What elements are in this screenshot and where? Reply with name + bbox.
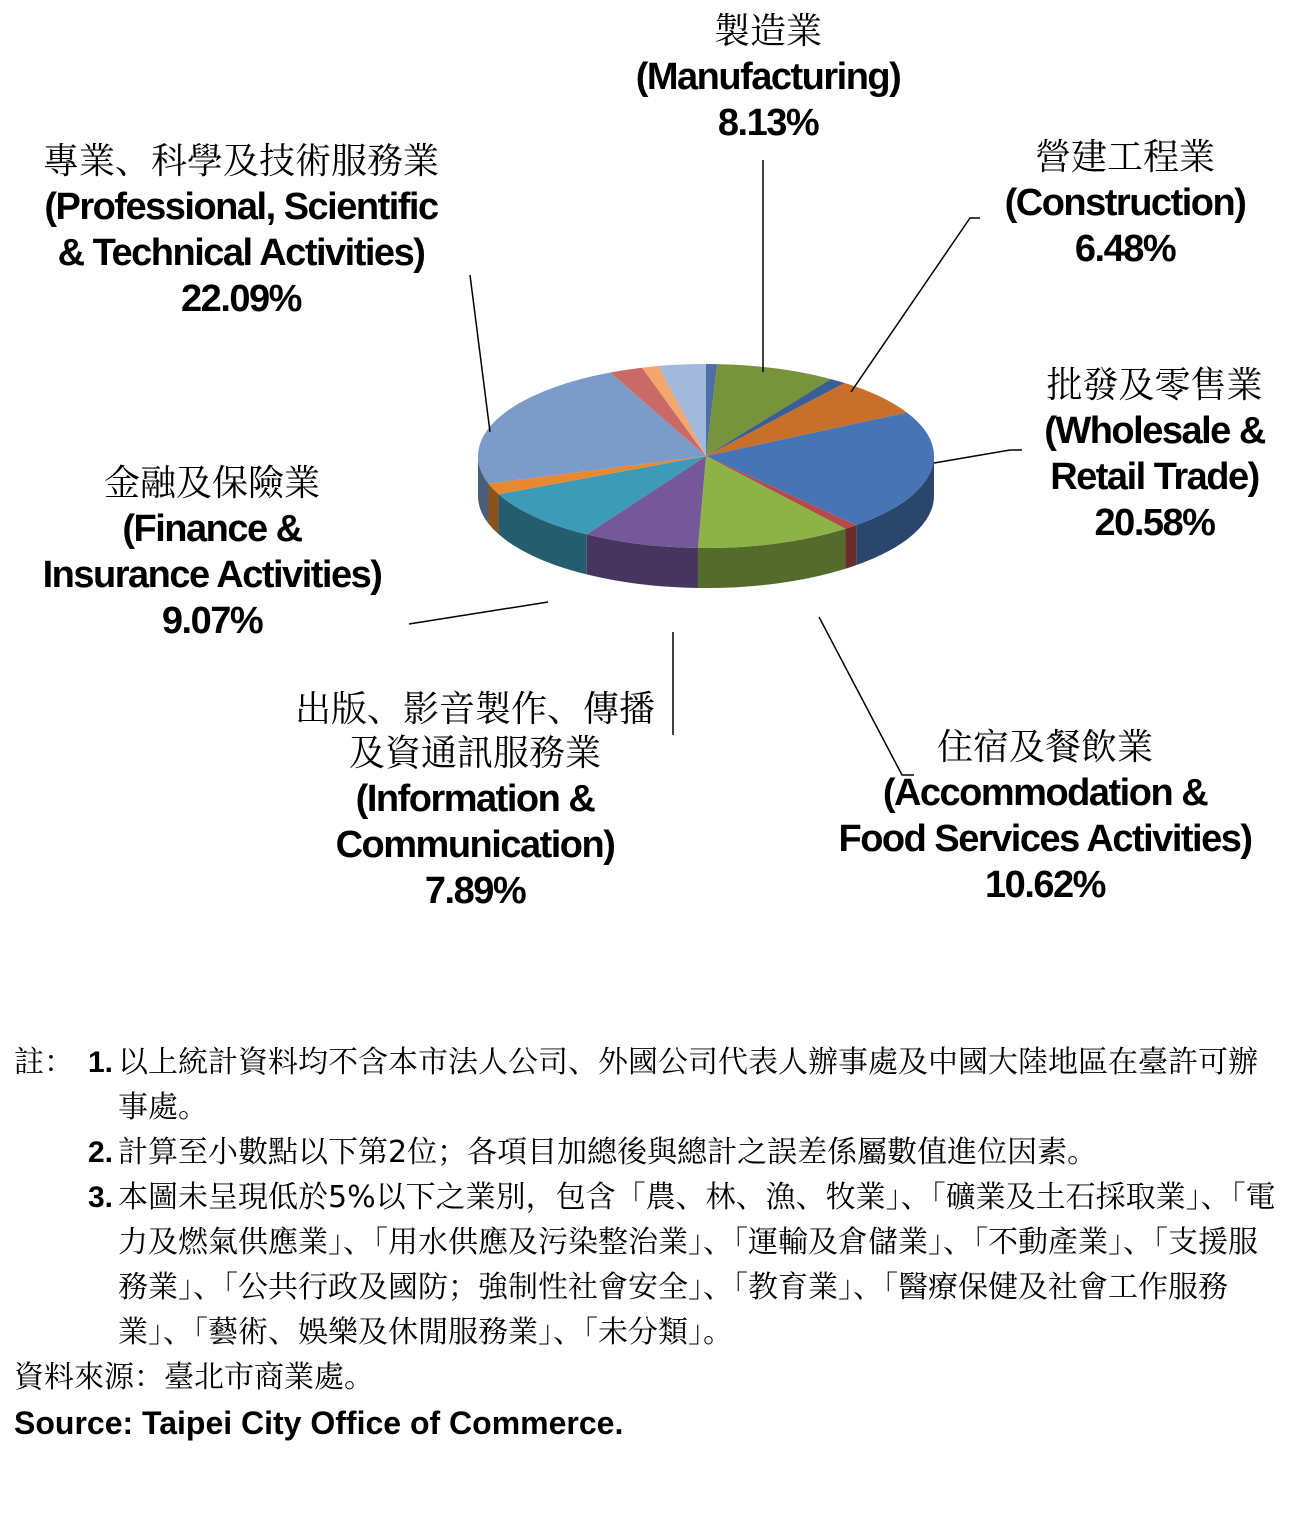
- pie-top: [478, 364, 934, 548]
- label-manufacturing: [598, 10, 938, 146]
- label-accommodation-en-2: Food Services Activities): [838, 818, 1252, 860]
- label-information-en-2: Communication): [335, 824, 615, 866]
- label-professional-en-1: (Professional, Scientific: [44, 186, 438, 228]
- footnote-1-number: 1.: [88, 1046, 114, 1079]
- label-professional-en-2: & Technical Activities): [57, 232, 425, 274]
- label-finance-zh: 金融及保險業: [103, 463, 320, 504]
- label-information-zh-2: 及資通訊服務業: [348, 733, 601, 774]
- label-professional-pct: 22.09%: [181, 278, 301, 320]
- label-professional-zh: 專業、科學及技術服務業: [42, 141, 439, 182]
- label-information: [250, 688, 700, 914]
- label-construction-pct: 6.48%: [1074, 228, 1176, 270]
- label-construction-zh: 營建工程業: [1034, 137, 1215, 178]
- label-construction: [970, 136, 1280, 272]
- label-professional: [0, 140, 482, 322]
- leader-line-construction: [851, 218, 980, 392]
- footnote-3: [14, 1175, 1284, 1355]
- label-information-zh-1: 出版、影音製作、傳播: [294, 689, 655, 730]
- footnotes: [14, 1040, 1284, 1446]
- footnote-1: [14, 1040, 1284, 1130]
- label-wholesale-en-1: (Wholesale &: [1044, 410, 1265, 452]
- source-en: Source: Taipei City Office of Commerce.: [14, 1405, 624, 1441]
- label-accommodation-pct: 10.62%: [985, 864, 1105, 906]
- label-information-pct: 7.89%: [424, 870, 526, 912]
- source-zh: 資料來源：臺北市商業處。: [14, 1360, 374, 1395]
- label-accommodation-en-1: (Accommodation &: [882, 772, 1208, 814]
- label-accommodation: [790, 726, 1292, 908]
- leader-line-wholesale: [934, 450, 1022, 463]
- label-finance-en-1: (Finance &: [122, 508, 302, 550]
- label-accommodation-zh: 住宿及餐飲業: [936, 727, 1153, 768]
- label-wholesale-en-2: Retail Trade): [1050, 456, 1259, 498]
- pie-side-other: [845, 525, 856, 569]
- label-manufacturing-pct: 8.13%: [717, 102, 819, 144]
- label-manufacturing-zh: 製造業: [713, 11, 822, 52]
- label-finance: [0, 462, 424, 644]
- label-wholesale: [1012, 364, 1292, 546]
- label-construction-en: (Construction): [1004, 182, 1246, 224]
- footnote-prefix: 註：: [14, 1045, 74, 1080]
- label-wholesale-pct: 20.58%: [1094, 502, 1215, 544]
- footnote-2-number: 2.: [88, 1136, 114, 1169]
- label-information-en-1: (Information &: [355, 778, 595, 820]
- footnote-2: [14, 1130, 1284, 1175]
- footnote-2-text: 計算至小數點以下第2位；各項目加總後與總計之誤差係屬數值進位因素。: [118, 1135, 1098, 1170]
- label-wholesale-zh: 批發及零售業: [1046, 365, 1263, 406]
- footnote-3-number: 3.: [88, 1181, 114, 1214]
- footnote-3-text: 本圖未呈現低於5%以下之業別，包含「農、林、漁、牧業」、「礦業及土石採取業」、「電力及燃氣供應業」、「用水供應及污染整治業」、「運輸及倉儲業」、「不動產業」、「支援服務業」、「公共行政及國防；強制性社會安全」、「教育業」、「醫療保健及社會工作服務業」、「藝術、娛樂及休閒服務業」、「未分類」。: [118, 1180, 1276, 1350]
- footnote-1-text: 以上統計資料均不含本市法人公司、外國公司代表人辦事處及中國大陸地區在臺許可辦事處。: [118, 1045, 1258, 1125]
- label-manufacturing-en: (Manufacturing): [635, 56, 901, 98]
- label-finance-pct: 9.07%: [161, 600, 263, 642]
- label-finance-en-2: Insurance Activities): [42, 554, 382, 596]
- leader-line-finance: [409, 602, 548, 624]
